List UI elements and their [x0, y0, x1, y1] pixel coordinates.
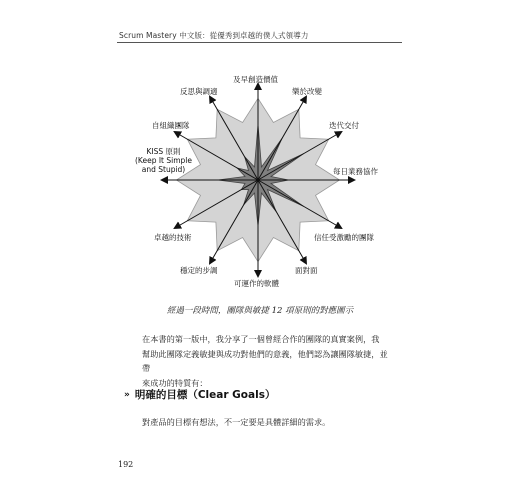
radar-axis-label: 卓越的技術: [154, 233, 192, 242]
radar-axis-label: 樂於改變: [292, 87, 322, 96]
radar-axis-label: 反思與調適: [180, 87, 218, 96]
section-title: 明確的目標（Clear Goals）: [134, 389, 276, 401]
section-body: 對產品的目標有想法，不一定要是具體詳細的需求。: [142, 417, 331, 427]
radar-axis-label: 每日業務協作: [333, 167, 378, 176]
body-line: 在本書的第一版中，我分享了一個曾經合作的團隊的真實案例，我: [142, 334, 380, 344]
body-paragraph: [142, 332, 392, 390]
body-line: 來成功的特質有：: [142, 377, 208, 388]
section-heading: [124, 387, 275, 402]
radar-axis-label: 及早創造價值: [233, 75, 278, 84]
radar-axis-label: 迭代交付: [329, 121, 359, 130]
radar-axis-label: KISS 原則 (Keep It Simple and Stupid): [135, 147, 192, 174]
radar-axis-label: 穩定的步調: [180, 266, 218, 275]
radar-axis-label: 可運作的軟體: [234, 279, 279, 288]
figure-caption: 經過一段時間，團隊與敏捷 12 項原則的對應圖示: [166, 306, 354, 316]
radar-axis-label: 信任受激勵的團隊: [314, 233, 374, 242]
running-header: Scrum Mastery 中文版：從優秀到卓越的僕人式領導力: [119, 31, 309, 40]
radar-axis-label: 面對面: [295, 266, 318, 275]
body-line: 幫助此團隊定義敏捷與成功對他們的意義，他們認為讓團隊敏捷，並帶: [142, 348, 388, 373]
page-number: 192: [118, 460, 134, 469]
double-chevron-icon: »: [124, 389, 130, 400]
radar-axis-label: 自組織團隊: [152, 121, 190, 130]
